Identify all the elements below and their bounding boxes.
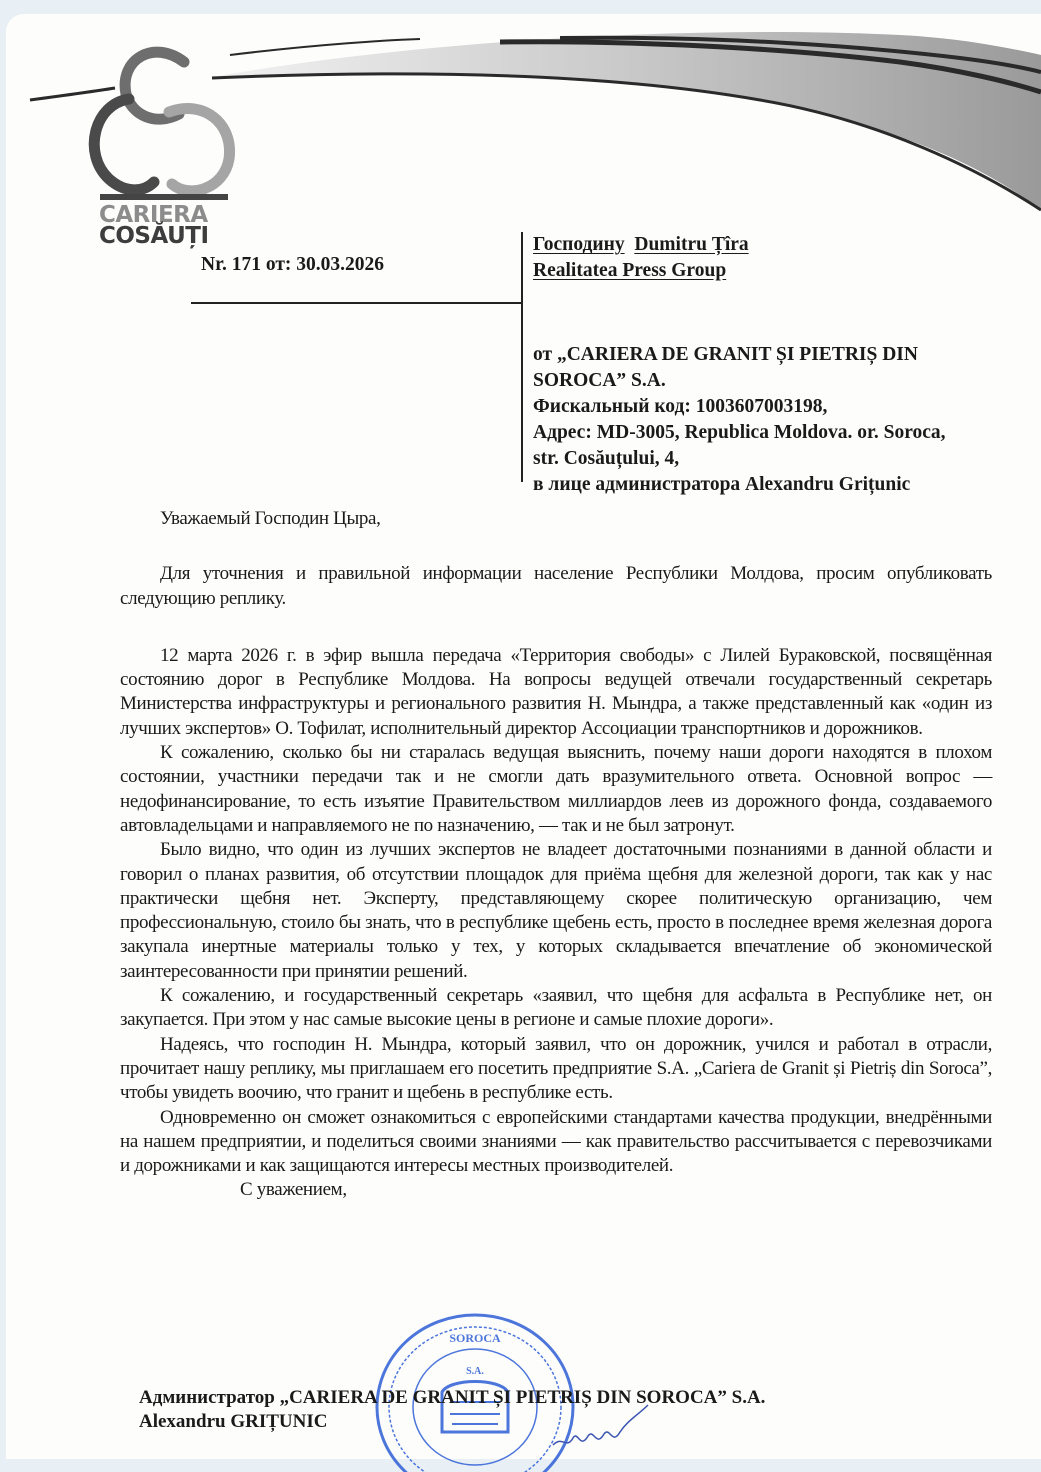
sender-fiscal-code: Фискальный код: 1003607003198, [533,396,828,417]
body-paragraph: 12 марта 2026 г. в эфир вышла передача «Территория свободы» с Лилей Бураковской, посвящённая состоянию дорог в Республике Молдова. На вопросы ведущей отвечали государственный секретарь Министерства инфраструктуры и регионального развития Н. Мындра, а также представленный как «один из лучших экспертов» О. Тофилат, исполнительный директор Ассоциации транспортников и дорожников. [120,644,992,739]
body-paragraph: К сожалению, сколько бы ни старалась ведущая выяснить, почему наши дороги находятся в плохом состоянии, участники передачи так и не смогли дать вразумительного ответа. Основной вопрос — недофинансирование, то есть изъятие Правительством миллиардов леев из дорожного фонда, создаваемого автовладельцами и направляемого не по назначению, — так и не был затронут. [120,742,992,836]
document-reference-number: Nr. 171 от: 30.03.2026 [201,254,385,275]
body-paragraph: К сожалению, и государственный секретарь «заявил, что щебня для асфальта в Республике нет, он закупается. При этом у нас самые высокие цены в регионе и самые плохие дороги». [120,985,992,1031]
closing: С уважением, [240,1179,347,1201]
recipient-name: Dumitru Țîra [634,234,749,255]
sender-street: str. Cosăuțului, 4, [533,448,680,469]
address-block [533,232,1033,498]
recipient-line [533,232,1033,258]
recipient-salutation: Господину [533,234,625,255]
body-paragraph: Одновременно он сможет ознакомиться с европейскими стандартами качества продукции, внедрёнными на нашем предприятии, и поделиться своими знаниями — как правительство рассчитывается с перевозчиками и дорожниками и как защищаются интересы местных производителей. [120,1106,992,1177]
sender-line-1: от „CARIERA DE GRANIT ȘI PIETRIȘ DIN [533,344,918,365]
logo-line-1: CARIERA [99,202,208,228]
sender-line-2: SOROCA” S.A. [533,370,666,391]
logo-line-2: COSĂUȚI [99,223,209,249]
sender-address: Адрес: MD-3005, Republica Moldova. or. Soroca, [533,422,946,443]
company-logo-text [99,202,209,249]
body-paragraph: Было видно, что один из лучших экспертов не владеет достаточными познаниями в данной области и говорил о планах развития, об отсутствии площадок для приёма щебня для железной дороги, так как у нас практически щебня нет. Эксперту, представляющему скорее политическую организацию, чем профессиональную, стоило бы знать, что в республике щебень есть, просто в последнее время железная дорога закупала инертные материалы только у тех, у которых складывается впечатление об экономической заинтересованности при принятии решений. [120,839,992,982]
letter-body [120,507,992,1203]
recipient-organization: Realitatea Press Group [533,260,727,281]
stamp-text-center: S.A. [466,1366,484,1377]
stamp-text-top: SOROCA [449,1331,501,1345]
header-divider-vertical [521,232,523,482]
intro-paragraph: Для уточнения и правильной информации население Республики Молдова, просим опубликовать следующию реплику. [120,563,992,609]
body-paragraph: Надеясь, что господин Н. Мындра, который заявил, что он дорожник, учился и работал в отрасли, прочитает нашу реплику, мы приглашаем его посетить предприятие S.A. „Cariera de Granit și Pietriș din Soroca”, чтобы увидеть воочию, что гранит и щебень в республике есть. [120,1033,992,1104]
handwritten-signature [548,1400,668,1460]
sender-representative: в лице администратора Alexandru Grițunic [533,474,911,495]
signatory-title: Администратор „CARIERA DE GRANIT ȘI PIETRIȘ DIN SOROCA” S.A. [139,1387,766,1408]
header-divider-horizontal [191,302,523,304]
signature-block [139,1386,765,1434]
signatory-name: Alexandru GRIȚUNIC [139,1411,328,1432]
greeting: Уважаемый Господин Цыра, [160,508,381,529]
